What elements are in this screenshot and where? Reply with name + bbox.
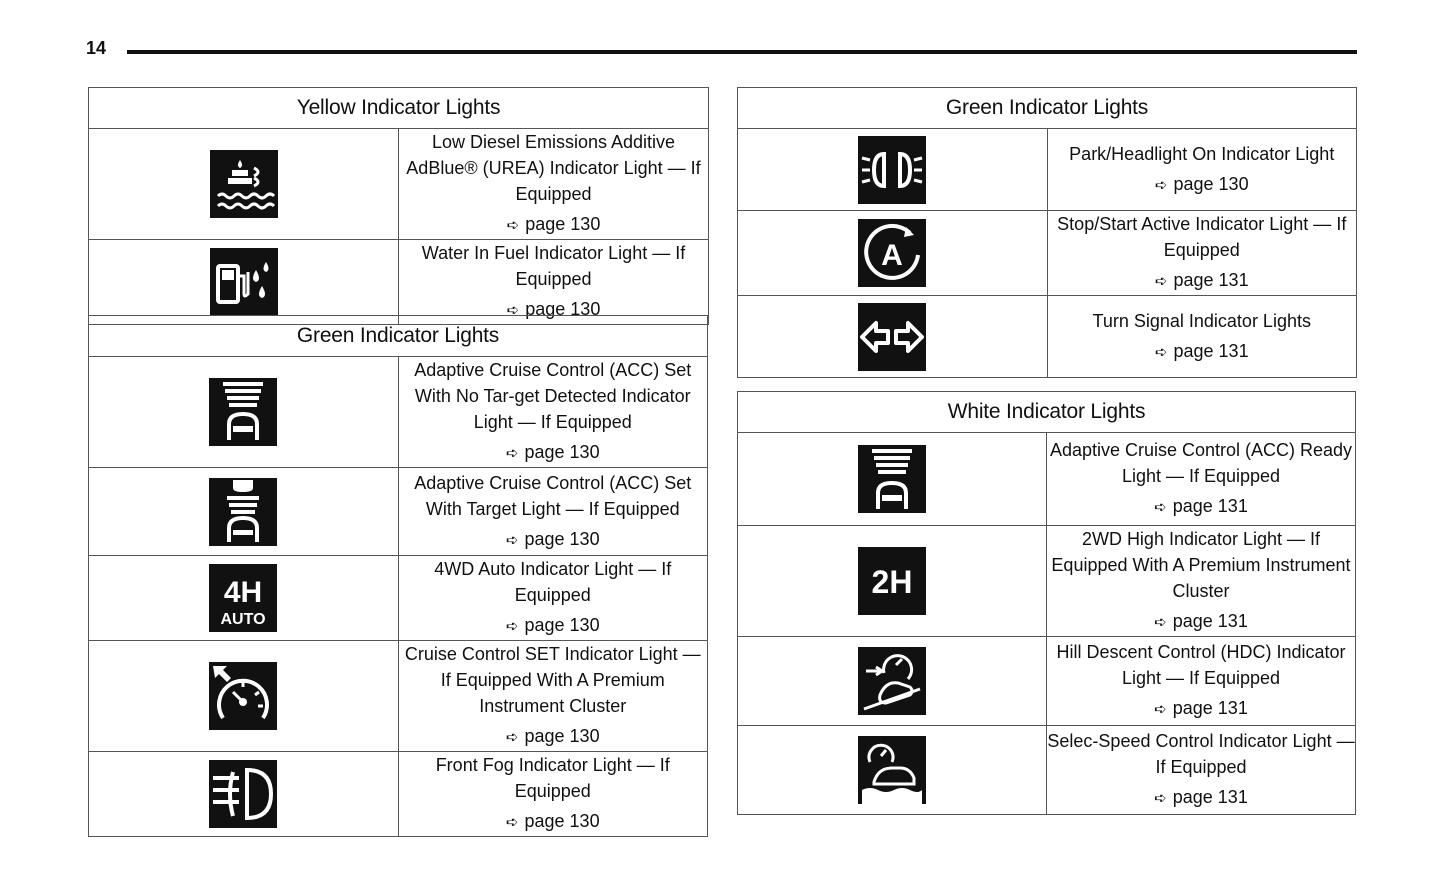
page-reference[interactable]: ➪ page 130: [506, 299, 601, 319]
indicator-description: Stop/Start Active Indicator Light — If Equipped: [1057, 214, 1347, 260]
indicator-description: Adaptive Cruise Control (ACC) Set With No Tar-get Detected Indicator Light — If Equipped: [414, 360, 692, 432]
indicator-description: Adaptive Cruise Control (ACC) Set With Target Light — If Equipped: [414, 472, 692, 519]
page-reference[interactable]: ➪ page 130: [505, 811, 600, 831]
page-reference[interactable]: ➪ page 130: [505, 615, 600, 635]
indicator-description: Water In Fuel Indicator Light — If Equipped: [421, 243, 686, 289]
table-row: [738, 726, 1356, 815]
page-reference[interactable]: ➪ page 131: [1154, 611, 1248, 631]
indicator-description: 2WD High Indicator Light — If Equipped With A Premium Instrument Cluster: [1051, 529, 1351, 601]
stop-start-icon: [858, 219, 926, 287]
yellow-indicator-table: [88, 87, 709, 325]
table-row: [89, 752, 708, 837]
table-row: [738, 637, 1356, 726]
page-reference[interactable]: ➪ page 130: [505, 442, 600, 462]
acc-target-icon: [209, 478, 277, 546]
page-reference[interactable]: ➪ page 130: [1154, 173, 1249, 194]
page-reference[interactable]: ➪ page 130: [505, 528, 600, 549]
page-reference[interactable]: ➪ page 130: [506, 214, 601, 234]
front-fog-icon: [209, 760, 277, 828]
selec-speed-icon: [858, 736, 926, 804]
park-headlight-icon: [858, 136, 926, 204]
table-row: [738, 129, 1357, 211]
arrow-icon: ➪: [505, 729, 519, 746]
table-row: [89, 240, 709, 325]
white-indicator-table: [737, 391, 1356, 815]
water-in-fuel-icon: [210, 248, 278, 316]
svg-text:4H: 4H: [224, 576, 263, 609]
arrow-icon: ➪: [1154, 499, 1167, 516]
indicator-description: Park/Headlight On Indicator Light: [1069, 143, 1335, 164]
table-title: Green Indicator Lights: [738, 88, 1357, 129]
table-row: [738, 296, 1357, 378]
arrow-icon: ➪: [1154, 273, 1168, 290]
page-reference[interactable]: ➪ page 131: [1154, 270, 1249, 290]
acc-no-target-icon: [209, 378, 277, 446]
arrow-icon: ➪: [505, 445, 519, 462]
indicator-description: Hill Descent Control (HDC) Indicator Light — If Equipped: [1056, 642, 1346, 688]
arrow-icon: ➪: [506, 302, 520, 319]
table-row: [738, 211, 1357, 296]
hill-descent-icon: [858, 647, 926, 715]
table-row: [738, 526, 1356, 637]
indicator-description: Front Fog Indicator Light — If Equipped: [435, 755, 670, 801]
page-reference[interactable]: ➪ page 131: [1154, 787, 1248, 807]
indicator-description: Adaptive Cruise Control (ACC) Ready Light — If Equipped: [1049, 440, 1353, 486]
4wd-auto-icon: [209, 564, 277, 632]
indicator-description: Low Diesel Emissions Additive AdBlue® (UREA) Indicator Light — If Equipped: [406, 132, 701, 204]
svg-text:2H: 2H: [871, 564, 913, 600]
indicator-description: Cruise Control SET Indicator Light — If Equipped With A Premium Instrument Cluster: [404, 644, 701, 716]
acc-ready-icon: [858, 445, 926, 513]
arrow-icon: ➪: [1154, 701, 1167, 718]
page-reference[interactable]: ➪ page 131: [1154, 698, 1248, 718]
arrow-icon: ➪: [505, 618, 519, 635]
indicator-description: Turn Signal Indicator Lights: [1092, 310, 1311, 331]
arrow-icon: ➪: [1154, 614, 1167, 631]
adblue-icon: [210, 150, 278, 218]
indicator-description: Selec-Speed Control Indicator Light — If Equipped: [1047, 731, 1355, 777]
arrow-icon: ➪: [505, 531, 519, 549]
svg-text:AUTO: AUTO: [220, 611, 266, 628]
page-number: 14: [86, 38, 107, 58]
green-indicator-table-left: [88, 315, 708, 837]
2wd-high-icon: [858, 547, 926, 615]
arrow-icon: ➪: [1154, 176, 1168, 194]
table-row: [89, 468, 708, 556]
table-title: Green Indicator Lights: [89, 316, 708, 357]
table-row: [89, 129, 709, 240]
page-reference[interactable]: ➪ page 131: [1154, 340, 1249, 361]
table-row: [89, 357, 708, 468]
table-row: [738, 433, 1356, 526]
arrow-icon: ➪: [1154, 790, 1167, 807]
svg-text:A: A: [881, 239, 904, 272]
table-title: White Indicator Lights: [738, 392, 1356, 433]
table-title: Yellow Indicator Lights: [89, 88, 709, 129]
header-rule: [127, 50, 1357, 54]
page-reference[interactable]: ➪ page 130: [505, 726, 600, 746]
arrow-icon: ➪: [1154, 343, 1168, 361]
indicator-description: 4WD Auto Indicator Light — If Equipped: [434, 559, 672, 605]
green-indicator-table-right: [737, 87, 1357, 378]
turn-signal-icon: [858, 303, 926, 371]
table-row: [89, 556, 708, 641]
table-row: [89, 641, 708, 752]
arrow-icon: ➪: [505, 814, 519, 831]
cruise-set-icon: [209, 662, 277, 730]
page-reference[interactable]: ➪ page 131: [1154, 496, 1248, 516]
arrow-icon: ➪: [506, 217, 520, 234]
